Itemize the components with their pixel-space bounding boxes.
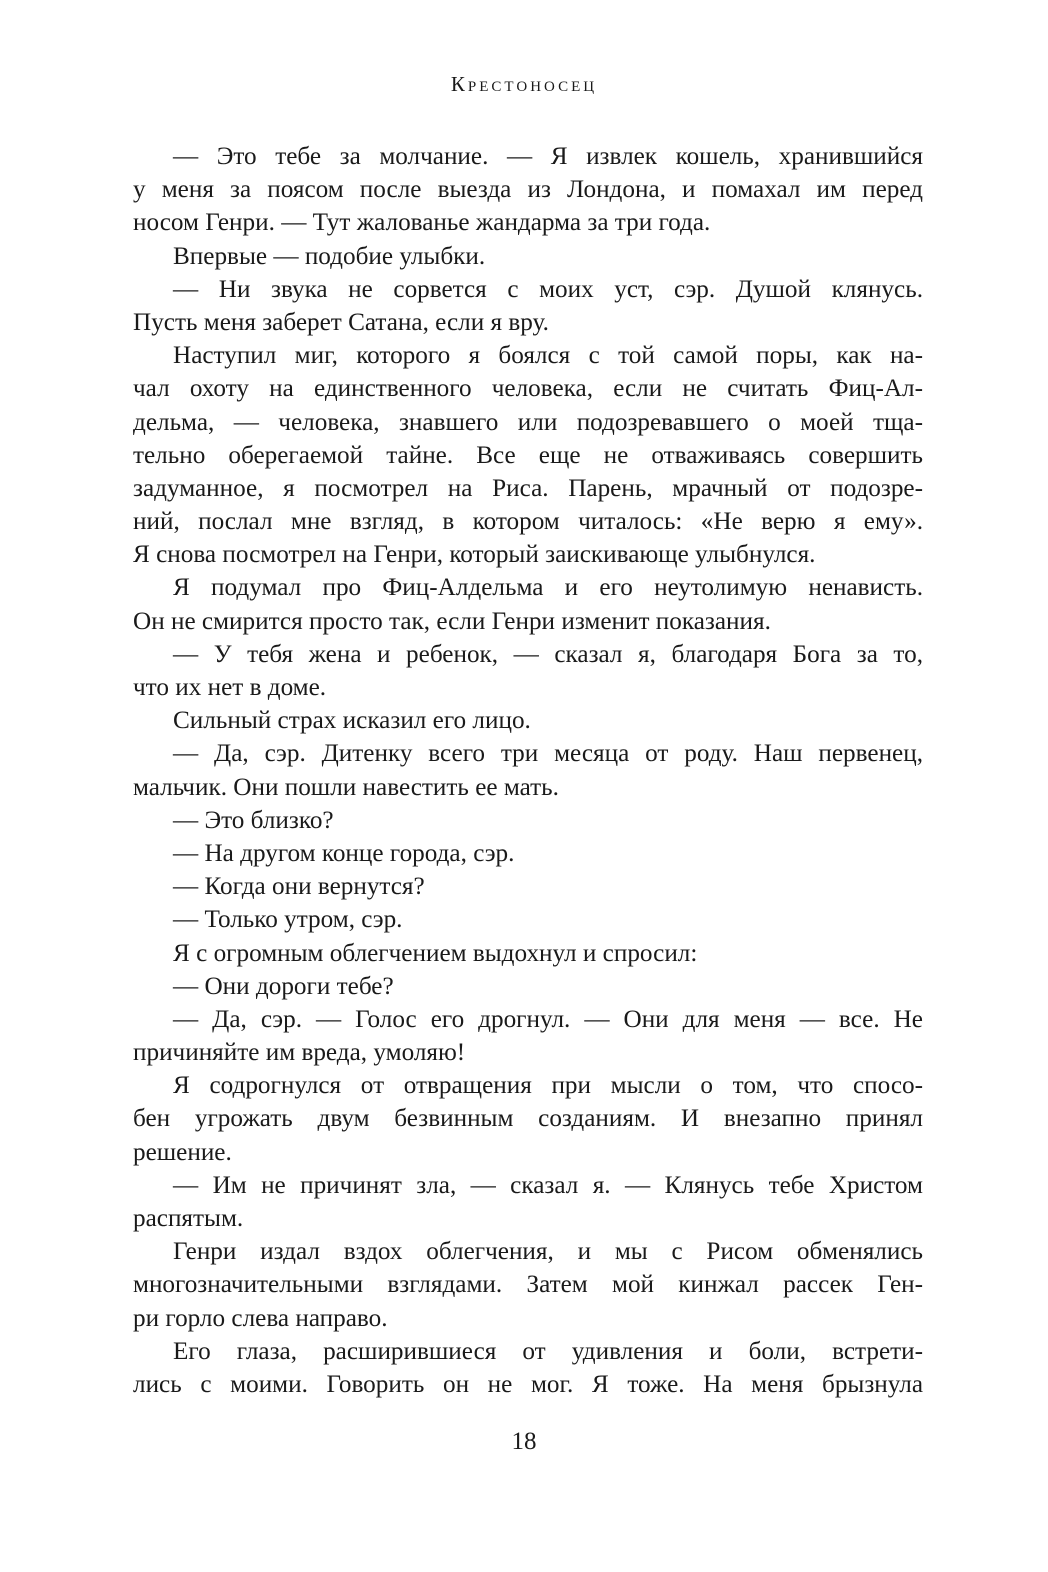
- text-line: Генри издал вздох облегчения, и мы с Рисом обменялись: [173, 1238, 923, 1266]
- text-line: Он не смирится просто так, если Генри изменит показания.: [133, 607, 771, 635]
- text-line: Я с огромным облегчением выдохнул и спросил:: [173, 939, 698, 967]
- text-line: — Это близко?: [173, 806, 334, 834]
- text-line: — Ни звука не сорвется с моих уст, сэр. Душой клянусь.: [173, 275, 923, 303]
- text-line: Я содрогнулся от отвращения при мысли о том, что спосо-: [173, 1072, 923, 1100]
- text-line: Сильный страх исказил его лицо.: [173, 707, 531, 735]
- text-line: — На другом конце города, сэр.: [173, 839, 515, 867]
- text-line: дельма, — человека, знавшего или подозревавшего о моей тща-: [133, 408, 923, 436]
- text-line: Впервые — подобие улыбки.: [173, 242, 486, 270]
- text-line: Наступил миг, которого я боялся с той самой поры, как на-: [173, 342, 923, 370]
- text-line: у меня за поясом после выезда из Лондона, и помахал им перед: [133, 176, 923, 204]
- text-line: — Это тебе за молчание. — Я извлек кошель, хранившийся: [173, 143, 923, 170]
- text-line: решение.: [133, 1138, 232, 1166]
- text-line: Его глаза, расширившиеся от удивления и боли, встрети-: [173, 1337, 923, 1365]
- text-line: бен угрожать двум безвинным созданиям. И внезапно принял: [133, 1105, 923, 1133]
- text-line: — Им не причинят зла, — сказал я. — Клянусь тебе Христом: [173, 1171, 923, 1199]
- text-line: Я подумал про Фиц-Алдельма и его неутолимую ненависть.: [173, 574, 923, 602]
- text-line: — Они дороги тебе?: [173, 972, 394, 1000]
- running-title: Крестоносец: [450, 72, 598, 96]
- text-line: Я снова посмотрел на Генри, который заискивающе улыбнулся.: [133, 541, 816, 569]
- text-line: — Да, сэр. — Голос его дрогнул. — Они для меня — все. Не: [173, 1005, 923, 1033]
- text-line: мальчик. Они пошли навестить ее мать.: [133, 773, 559, 801]
- text-line: — У тебя жена и ребенок, — сказал я, благодаря Бога за то,: [173, 640, 923, 668]
- text-line: что их нет в доме.: [133, 674, 327, 701]
- text-line: распятым.: [133, 1205, 244, 1232]
- text-line: — Когда они вернутся?: [173, 873, 425, 901]
- text-line: задуманное, я посмотрел на Риса. Парень, мрачный от подозре-: [133, 474, 923, 502]
- text-line: Пусть меня заберет Сатана, если я вру.: [133, 308, 549, 336]
- text-line: чал охоту на единственного человека, если не считать Фиц-Ал-: [133, 375, 923, 403]
- page-number: 18: [511, 1428, 537, 1455]
- text-line: лись с моими. Говорить он не мог. Я тоже. На меня брызнула: [133, 1370, 923, 1398]
- body-text: [133, 140, 923, 1401]
- text-line: — Только утром, сэр.: [173, 906, 403, 934]
- text-line: ри горло слева направо.: [133, 1304, 388, 1332]
- text-line: причиняйте им вреда, умоляю!: [133, 1039, 466, 1067]
- text-line: носом Генри. — Тут жалованье жандарма за три года.: [133, 209, 711, 237]
- text-line: ний, послал мне взгляд, в котором читалось: «Не верю я ему».: [133, 508, 923, 536]
- text-line: тельно оберегаемой тайне. Все еще не отваживаясь совершить: [133, 441, 923, 469]
- text-line: многозначительными взглядами. Затем мой кинжал рассек Ген-: [133, 1271, 923, 1299]
- text-line: — Да, сэр. Дитенку всего три месяца от роду. Наш первенец,: [173, 740, 923, 768]
